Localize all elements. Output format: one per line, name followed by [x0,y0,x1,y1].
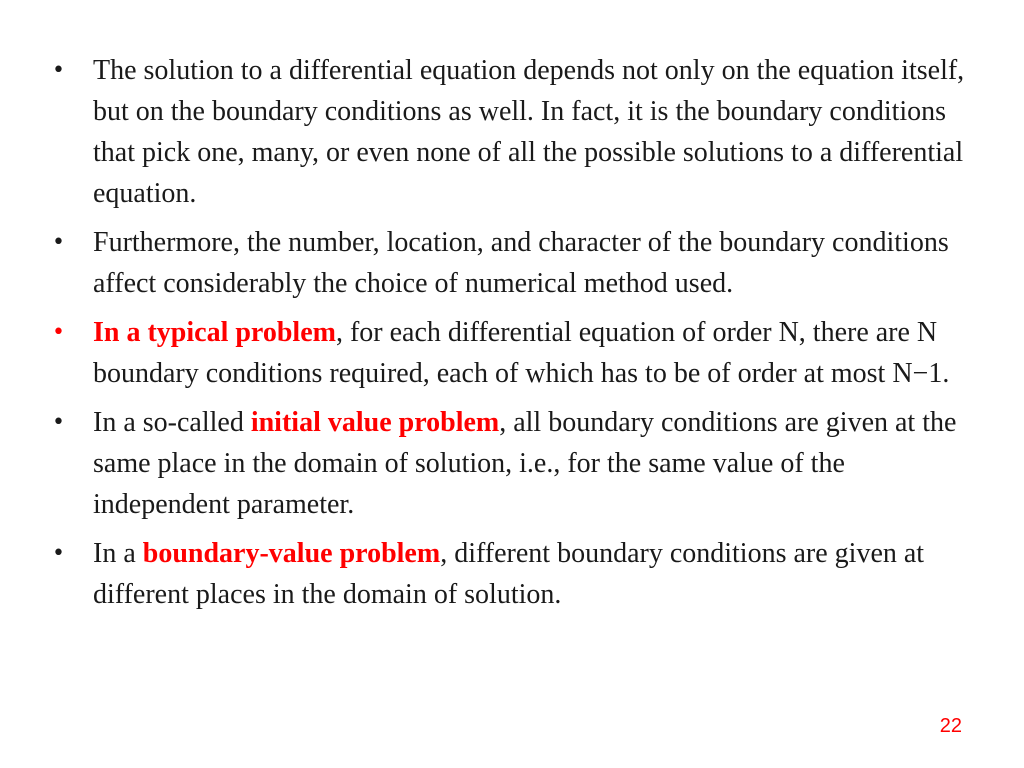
highlighted-term: boundary-value problem [142,538,441,569]
bullet-text-after: , all boundary conditions are given at the same place in the domain of solution, i.e., for the same value of the independent parameter. [93,407,957,520]
bullet-text: , for each differential equation of order N, there are N boundary conditions required, each of which has to be of order at most N−1. [93,317,950,389]
bullet-text-before: In a so-called [93,407,251,438]
bullet-text: Furthermore, the number, location, and character of the boundary conditions affect considerably the choice of numerical method used. [93,227,949,299]
bullet-text: The solution to a differential equation depends not only on the equation itself, but on the boundary conditions as well. In fact, it is the boundary conditions that pick one, many, or even none of all the possible solutions to a differential equation. [93,55,965,209]
bullet-marker-highlighted: • [52,320,65,345]
bullet-marker: • [52,58,65,83]
bullet-marker: • [52,410,65,435]
page-number: 22 [939,715,962,737]
highlighted-term: initial value problem [250,407,500,438]
bullet-text-after: , different boundary conditions are given at different places in the domain of solution. [93,538,925,610]
bullet-text-before: In a [93,538,143,569]
bullet-marker: • [52,541,65,566]
bullet-item-solution-depends [52,50,987,214]
highlighted-term: In a typical problem [93,317,336,348]
bullet-list [52,50,987,623]
bullet-marker: • [52,230,65,255]
bullet-item-number-location [52,222,987,304]
bullet-item-typical-problem [52,312,987,394]
bullet-item-boundary-value-problem [52,533,987,615]
bullet-item-initial-value-problem [52,402,987,525]
